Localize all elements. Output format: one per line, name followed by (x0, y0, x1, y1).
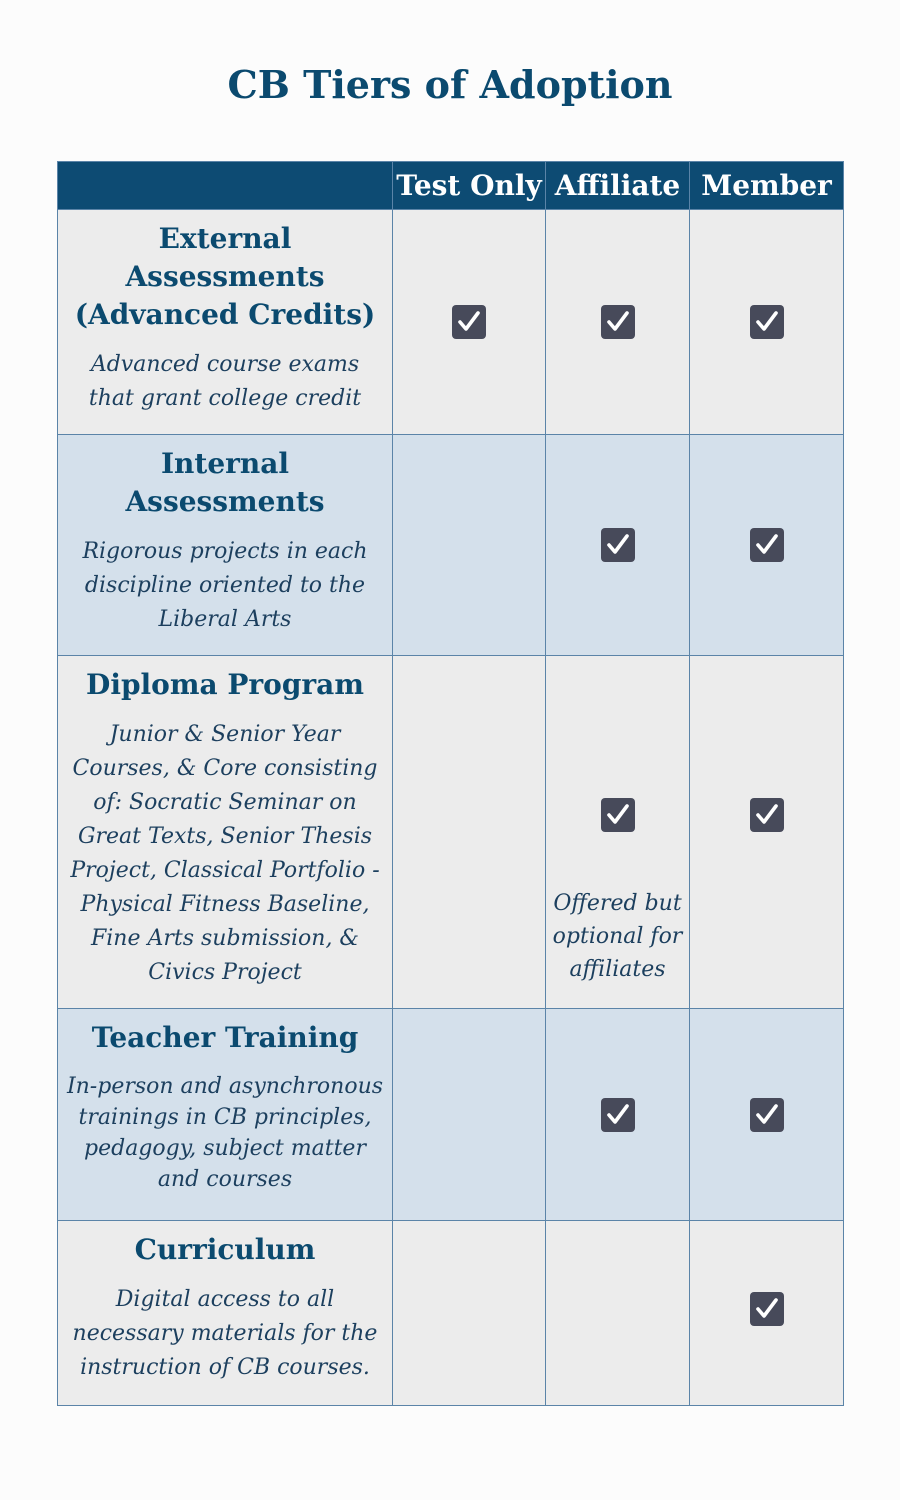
header-affiliate: Affiliate (546, 162, 690, 210)
feature-description: In-person and asynchronous trainings in CB principles, pedagogy, subject matter and courses (66, 1074, 384, 1192)
feature-cell (58, 435, 393, 656)
test-only-cell (393, 1221, 546, 1406)
checkbox-checked-icon (750, 1098, 784, 1132)
checkbox-checked-icon (601, 798, 635, 832)
checkbox-checked-icon (601, 305, 635, 339)
member-cell (690, 1221, 844, 1406)
table-header-row (58, 162, 844, 210)
feature-name: Diploma Program (86, 668, 364, 701)
checkbox-checked-icon (601, 528, 635, 562)
feature-cell (58, 656, 393, 1009)
affiliate-note: Offered but optional for affiliates (552, 891, 683, 982)
feature-name: Teacher Training (91, 1021, 359, 1054)
table-row (58, 656, 844, 1009)
test-only-cell (393, 210, 546, 435)
member-cell (690, 435, 844, 656)
checkbox-checked-icon (750, 1292, 784, 1326)
checkbox-checked-icon (452, 305, 486, 339)
feature-description: Digital access to all necessary materials for the instruction of CB courses. (72, 1287, 378, 1380)
affiliate-cell (546, 435, 690, 656)
test-only-cell (393, 1009, 546, 1221)
test-only-cell (393, 656, 546, 1009)
feature-cell (58, 210, 393, 435)
member-cell (690, 210, 844, 435)
affiliate-cell (546, 656, 690, 1009)
affiliate-cell (546, 1009, 690, 1221)
table-row (58, 210, 844, 435)
header-test-only: Test Only (393, 162, 546, 210)
feature-cell (58, 1221, 393, 1406)
checkbox-checked-icon (750, 798, 784, 832)
tiers-table (57, 161, 844, 1406)
checkbox-checked-icon (750, 305, 784, 339)
header-member: Member (690, 162, 844, 210)
feature-cell (58, 1009, 393, 1221)
checkbox-checked-icon (750, 528, 784, 562)
feature-name: Internal Assessments (125, 447, 325, 518)
affiliate-cell (546, 210, 690, 435)
checkbox-checked-icon (601, 1098, 635, 1132)
affiliate-cell (546, 1221, 690, 1406)
header-feature (58, 162, 393, 210)
feature-description: Junior & Senior Year Courses, & Core consisting of: Socratic Seminar on Great Texts, Senior Thesis Project, Classical Portfolio - Physical Fitness Baseline, Fine Arts submission, & Civics Project (70, 722, 380, 985)
test-only-cell (393, 435, 546, 656)
feature-description: Advanced course exams that grant college credit (88, 352, 362, 411)
table-row (58, 1009, 844, 1221)
feature-name: External Assessments (Advanced Credits) (74, 222, 376, 331)
member-cell (690, 1009, 844, 1221)
feature-name: Curriculum (134, 1233, 316, 1266)
table-row (58, 1221, 844, 1406)
page-title: CB Tiers of Adoption (227, 62, 673, 107)
table-row (58, 435, 844, 656)
feature-description: Rigorous projects in each discipline oriented to the Liberal Arts (82, 539, 368, 632)
member-cell (690, 656, 844, 1009)
